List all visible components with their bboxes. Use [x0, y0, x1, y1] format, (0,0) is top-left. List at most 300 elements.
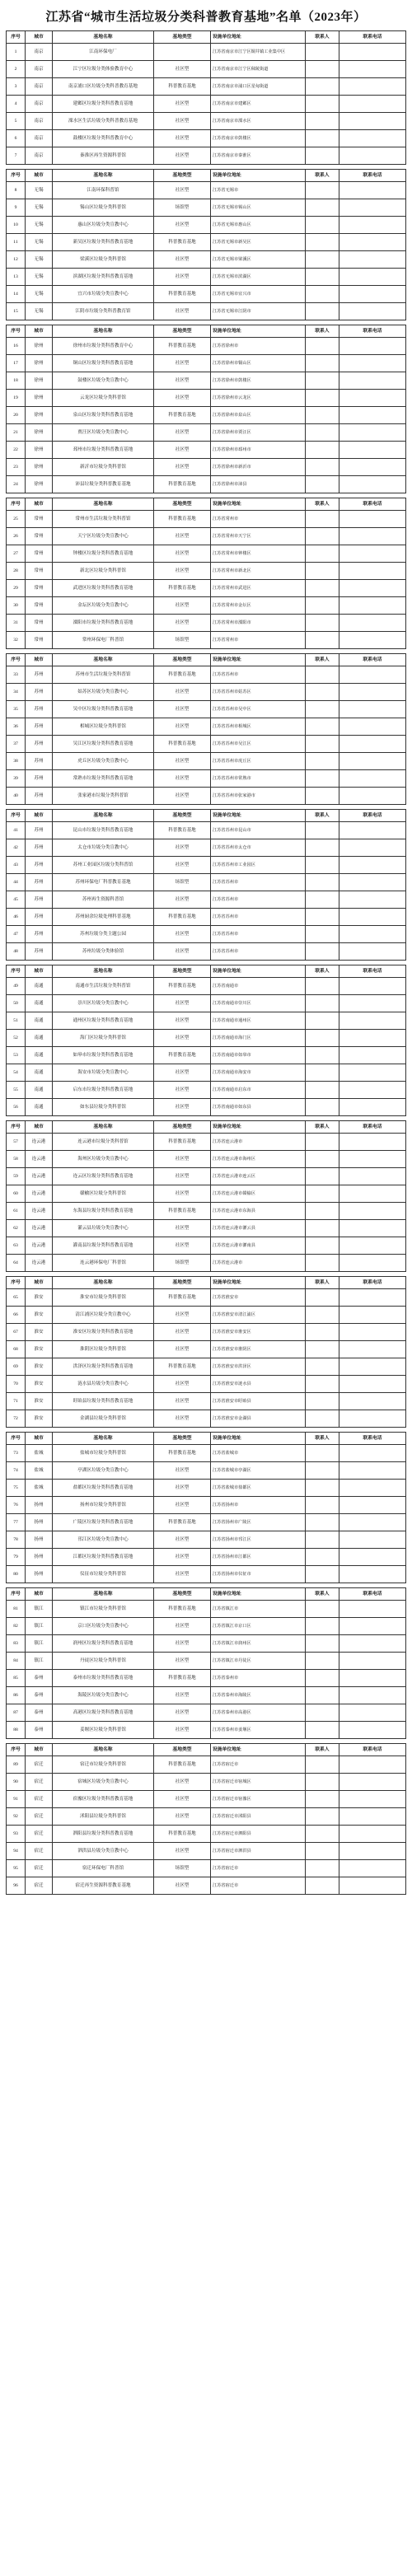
- city-cell: 连云港: [26, 1168, 53, 1185]
- base-name-cell: 宿迁市垃圾分类科普馆: [53, 1756, 154, 1774]
- city-cell: 淮安: [26, 1358, 53, 1376]
- column-header: 序号: [7, 654, 26, 666]
- city-cell: 扬州: [26, 1514, 53, 1531]
- contact-cell: [306, 684, 339, 701]
- phone-cell: [339, 1462, 406, 1480]
- phone-cell: [339, 1635, 406, 1653]
- base-type-cell: 社区型: [154, 1376, 211, 1393]
- base-name-cell: 沭阳县垃圾分类科普馆: [53, 1808, 154, 1826]
- address-cell: 江苏省泰州市高港区: [211, 1704, 306, 1722]
- base-type-cell: 社区型: [154, 1549, 211, 1566]
- address-cell: 江苏省徐州市铜山区: [211, 355, 306, 372]
- row-number: 22: [7, 442, 26, 459]
- column-header: 联系人: [306, 1433, 339, 1445]
- base-type-cell: 社区型: [154, 1410, 211, 1428]
- row-number: 65: [7, 1289, 26, 1307]
- column-header: 联系人: [306, 31, 339, 44]
- row-number: 80: [7, 1566, 26, 1583]
- address-cell: 江苏省宿迁市沭阳县: [211, 1808, 306, 1826]
- table-row: [7, 442, 406, 459]
- address-cell: 江苏省南通市海门区: [211, 1030, 306, 1047]
- city-cell: 南京: [26, 113, 53, 130]
- base-type-cell: 社区型: [154, 1722, 211, 1739]
- row-number: 69: [7, 1358, 26, 1376]
- phone-cell: [339, 563, 406, 580]
- address-cell: 江苏省宿迁市泗洪县: [211, 1843, 306, 1860]
- table-row: [7, 1687, 406, 1704]
- contact-cell: [306, 978, 339, 995]
- contact-cell: [306, 1064, 339, 1082]
- row-number: 75: [7, 1480, 26, 1497]
- table-row: [7, 424, 406, 442]
- city-cell: 连云港: [26, 1237, 53, 1255]
- contact-cell: [306, 1722, 339, 1739]
- base-type-cell: 社区型: [154, 1064, 211, 1082]
- base-name-cell: 溧水区生活垃圾分类科普教育基地: [53, 113, 154, 130]
- city-cell: 苏州: [26, 891, 53, 909]
- address-cell: 江苏省南通市海安市: [211, 1064, 306, 1082]
- address-cell: 江苏省连云港市灌云县: [211, 1220, 306, 1237]
- base-type-cell: 科普教育基地: [154, 909, 211, 926]
- row-number: 39: [7, 770, 26, 788]
- base-type-cell: 社区型: [154, 597, 211, 615]
- city-cell: 盐城: [26, 1462, 53, 1480]
- contact-cell: [306, 528, 339, 545]
- base-name-cell: 淮安市垃圾分类科普馆: [53, 1289, 154, 1307]
- contact-cell: [306, 1047, 339, 1064]
- column-header: 基地名称: [53, 654, 154, 666]
- table-row: [7, 615, 406, 632]
- city-cell: 宿迁: [26, 1860, 53, 1877]
- contact-cell: [306, 1237, 339, 1255]
- column-header: 基地类型: [154, 965, 211, 978]
- city-cell: 南京: [26, 130, 53, 147]
- base-name-cell: 泗洪县垃圾分类宣教中心: [53, 1843, 154, 1860]
- address-cell: 江苏省宿迁市宿豫区: [211, 1791, 306, 1808]
- contact-cell: [306, 1203, 339, 1220]
- address-cell: 江苏省泰州市海陵区: [211, 1687, 306, 1704]
- base-type-cell: 社区型: [154, 217, 211, 234]
- base-name-cell: 泰州市垃圾分类科普教育基地: [53, 1670, 154, 1687]
- row-number: 30: [7, 597, 26, 615]
- address-cell: 江苏省徐州市贾汪区: [211, 424, 306, 442]
- row-number: 12: [7, 251, 26, 269]
- base-type-cell: 社区型: [154, 390, 211, 407]
- base-name-cell: 常熟市垃圾分类科普教育基地: [53, 770, 154, 788]
- document-title: 江苏省“城市生活垃圾分类科普教育基地”名单（2023年）: [45, 11, 367, 24]
- city-cell: 苏州: [26, 736, 53, 753]
- city-cell: 宿迁: [26, 1791, 53, 1808]
- base-name-cell: 丹徒区垃圾分类科普馆: [53, 1653, 154, 1670]
- row-number: 78: [7, 1531, 26, 1549]
- table-row: [7, 1722, 406, 1739]
- row-number: 57: [7, 1134, 26, 1151]
- table-row: [7, 182, 406, 199]
- base-type-cell: 场馆型: [154, 1255, 211, 1272]
- column-header: 序号: [7, 965, 26, 978]
- base-name-cell: 新吴区垃圾分类科普教育基地: [53, 234, 154, 251]
- phone-cell: [339, 1514, 406, 1531]
- table-header-row: [7, 1744, 406, 1756]
- city-cell: 南通: [26, 995, 53, 1012]
- phone-cell: [339, 1722, 406, 1739]
- contact-cell: [306, 113, 339, 130]
- phone-cell: [339, 597, 406, 615]
- base-name-cell: 润州区垃圾分类科普教育基地: [53, 1635, 154, 1653]
- table-row: [7, 1082, 406, 1099]
- row-number: 48: [7, 943, 26, 961]
- column-header: 设施单位地址: [211, 1744, 306, 1756]
- table-row: [7, 857, 406, 874]
- row-number: 13: [7, 269, 26, 286]
- phone-cell: [339, 1826, 406, 1843]
- table-row: [7, 476, 406, 493]
- city-cell: 徐州: [26, 355, 53, 372]
- phone-cell: [339, 580, 406, 597]
- address-cell: 江苏省盐城市: [211, 1445, 306, 1462]
- base-type-cell: 社区型: [154, 1877, 211, 1895]
- column-header: 设施单位地址: [211, 1121, 306, 1134]
- base-type-cell: 社区型: [154, 1341, 211, 1358]
- city-cell: 南京: [26, 61, 53, 78]
- table-header-row: [7, 1277, 406, 1289]
- phone-cell: [339, 1064, 406, 1082]
- contact-cell: [306, 372, 339, 390]
- base-type-cell: 科普教育基地: [154, 1826, 211, 1843]
- contact-cell: [306, 891, 339, 909]
- base-type-cell: 社区型: [154, 1480, 211, 1497]
- contact-cell: [306, 1410, 339, 1428]
- list-table: [6, 1743, 406, 1895]
- column-header: 城市: [26, 1744, 53, 1756]
- base-name-cell: 吴中区垃圾分类科普教育基地: [53, 701, 154, 718]
- row-number: 26: [7, 528, 26, 545]
- contact-cell: [306, 874, 339, 891]
- row-number: 35: [7, 701, 26, 718]
- city-cell: 无锡: [26, 182, 53, 199]
- address-cell: 江苏省连云港市海州区: [211, 1151, 306, 1168]
- address-cell: 江苏省南通市如皋市: [211, 1047, 306, 1064]
- column-header: 设施单位地址: [211, 170, 306, 182]
- column-header: 联系电话: [339, 325, 406, 338]
- row-number: 17: [7, 355, 26, 372]
- phone-cell: [339, 113, 406, 130]
- base-type-cell: 社区型: [154, 995, 211, 1012]
- contact-cell: [306, 770, 339, 788]
- base-name-cell: 虎丘区垃圾分类宣教中心: [53, 753, 154, 770]
- base-name-cell: 秦淮区再生资源科普馆: [53, 147, 154, 165]
- base-name-cell: 苏州厨余垃圾处理科普基地: [53, 909, 154, 926]
- base-name-cell: 盐都区垃圾分类科普教育基地: [53, 1480, 154, 1497]
- row-number: 9: [7, 199, 26, 217]
- city-cell: 泰州: [26, 1722, 53, 1739]
- table-row: [7, 1151, 406, 1168]
- base-name-cell: 江阴市垃圾分类科普教育馆: [53, 303, 154, 320]
- column-header: 城市: [26, 325, 53, 338]
- city-cell: 宿迁: [26, 1808, 53, 1826]
- phone-cell: [339, 1376, 406, 1393]
- contact-cell: [306, 234, 339, 251]
- column-header: 设施单位地址: [211, 654, 306, 666]
- city-cell: 常州: [26, 615, 53, 632]
- base-type-cell: 场馆型: [154, 632, 211, 649]
- base-type-cell: 科普教育基地: [154, 978, 211, 995]
- row-number: 52: [7, 1030, 26, 1047]
- address-cell: 江苏省南通市崇川区: [211, 995, 306, 1012]
- contact-cell: [306, 1030, 339, 1047]
- table-row: [7, 78, 406, 96]
- table-row: [7, 580, 406, 597]
- column-header: 基地类型: [154, 498, 211, 511]
- phone-cell: [339, 390, 406, 407]
- base-name-cell: 仪征市垃圾分类科普馆: [53, 1566, 154, 1583]
- list-table: [6, 30, 406, 165]
- contact-cell: [306, 1445, 339, 1462]
- phone-cell: [339, 1756, 406, 1774]
- base-type-cell: 科普教育基地: [154, 822, 211, 839]
- phone-cell: [339, 147, 406, 165]
- column-header: 序号: [7, 1121, 26, 1134]
- base-name-cell: 吴江区垃圾分类科普教育基地: [53, 736, 154, 753]
- contact-cell: [306, 1808, 339, 1826]
- table-row: [7, 1791, 406, 1808]
- phone-cell: [339, 891, 406, 909]
- city-cell: 苏州: [26, 874, 53, 891]
- base-type-cell: 社区型: [154, 1808, 211, 1826]
- table-header-row: [7, 31, 406, 44]
- contact-cell: [306, 1791, 339, 1808]
- contact-cell: [306, 1653, 339, 1670]
- table-row: [7, 372, 406, 390]
- row-number: 71: [7, 1393, 26, 1410]
- city-cell: 淮安: [26, 1307, 53, 1324]
- city-cell: 泰州: [26, 1704, 53, 1722]
- address-cell: 江苏省无锡市江阴市: [211, 303, 306, 320]
- contact-cell: [306, 303, 339, 320]
- address-cell: 江苏省苏州市: [211, 874, 306, 891]
- address-cell: 江苏省常州市金坛区: [211, 597, 306, 615]
- row-number: 5: [7, 113, 26, 130]
- base-name-cell: 宜兴市垃圾分类宣教中心: [53, 286, 154, 303]
- table-row: [7, 666, 406, 684]
- city-cell: 镇江: [26, 1635, 53, 1653]
- base-type-cell: 社区型: [154, 1030, 211, 1047]
- base-type-cell: 社区型: [154, 1843, 211, 1860]
- table-row: [7, 286, 406, 303]
- base-type-cell: 社区型: [154, 61, 211, 78]
- table-header-row: [7, 965, 406, 978]
- column-header: 联系电话: [339, 1433, 406, 1445]
- base-name-cell: 宿迁环保电厂科普馆: [53, 1860, 154, 1877]
- column-header: 城市: [26, 1433, 53, 1445]
- table-row: [7, 1047, 406, 1064]
- contact-cell: [306, 1012, 339, 1030]
- table-row: [7, 269, 406, 286]
- contact-cell: [306, 1670, 339, 1687]
- row-number: 40: [7, 788, 26, 805]
- contact-cell: [306, 130, 339, 147]
- contact-cell: [306, 753, 339, 770]
- contact-cell: [306, 1341, 339, 1358]
- table-row: [7, 1393, 406, 1410]
- phone-cell: [339, 701, 406, 718]
- list-table: [6, 1120, 406, 1272]
- base-name-cell: 钟楼区垃圾分类科普教育基地: [53, 545, 154, 563]
- base-type-cell: 社区型: [154, 459, 211, 476]
- column-header: 基地名称: [53, 325, 154, 338]
- address-cell: 江苏省淮安市洪泽区: [211, 1358, 306, 1376]
- base-type-cell: 社区型: [154, 718, 211, 736]
- row-number: 87: [7, 1704, 26, 1722]
- city-cell: 常州: [26, 597, 53, 615]
- base-type-cell: 社区型: [154, 182, 211, 199]
- phone-cell: [339, 1255, 406, 1272]
- address-cell: 江苏省镇江市: [211, 1601, 306, 1618]
- table-row: [7, 1307, 406, 1324]
- address-cell: 江苏省苏州市吴中区: [211, 701, 306, 718]
- address-cell: 江苏省苏州市: [211, 943, 306, 961]
- address-cell: 江苏省镇江市润州区: [211, 1635, 306, 1653]
- contact-cell: [306, 355, 339, 372]
- contact-cell: [306, 511, 339, 528]
- city-cell: 苏州: [26, 926, 53, 943]
- contact-cell: [306, 995, 339, 1012]
- table-row: [7, 822, 406, 839]
- column-header: 基地名称: [53, 965, 154, 978]
- contact-cell: [306, 857, 339, 874]
- table-row: [7, 234, 406, 251]
- phone-cell: [339, 459, 406, 476]
- phone-cell: [339, 217, 406, 234]
- phone-cell: [339, 269, 406, 286]
- column-header: 基地类型: [154, 1433, 211, 1445]
- address-cell: 江苏省南京市溧水区: [211, 113, 306, 130]
- phone-cell: [339, 1012, 406, 1030]
- base-type-cell: 社区型: [154, 528, 211, 545]
- table-row: [7, 874, 406, 891]
- base-name-cell: 京口区垃圾分类宣教中心: [53, 1618, 154, 1635]
- base-type-cell: 科普教育基地: [154, 1756, 211, 1774]
- column-header: 基地名称: [53, 31, 154, 44]
- table-row: [7, 1237, 406, 1255]
- row-number: 63: [7, 1237, 26, 1255]
- table-row: [7, 147, 406, 165]
- row-number: 8: [7, 182, 26, 199]
- table-row: [7, 909, 406, 926]
- row-number: 56: [7, 1099, 26, 1116]
- column-header: 序号: [7, 170, 26, 182]
- row-number: 96: [7, 1877, 26, 1895]
- table-row: [7, 96, 406, 113]
- city-cell: 淮安: [26, 1376, 53, 1393]
- phone-cell: [339, 995, 406, 1012]
- row-number: 94: [7, 1843, 26, 1860]
- contact-cell: [306, 1860, 339, 1877]
- column-header: 基地名称: [53, 170, 154, 182]
- contact-cell: [306, 1618, 339, 1635]
- phone-cell: [339, 666, 406, 684]
- base-name-cell: 苏州环保电厂科普教育基地: [53, 874, 154, 891]
- phone-cell: [339, 355, 406, 372]
- address-cell: 江苏省宿迁市泗阳县: [211, 1826, 306, 1843]
- column-header: 序号: [7, 325, 26, 338]
- phone-cell: [339, 545, 406, 563]
- base-name-cell: 如东县垃圾分类科普馆: [53, 1099, 154, 1116]
- base-name-cell: 高港区垃圾分类科普教育基地: [53, 1704, 154, 1722]
- table-row: [7, 995, 406, 1012]
- contact-cell: [306, 61, 339, 78]
- base-name-cell: 洪泽区垃圾分类科普教育基地: [53, 1358, 154, 1376]
- contact-cell: [306, 1843, 339, 1860]
- phone-cell: [339, 770, 406, 788]
- table-row: [7, 788, 406, 805]
- base-name-cell: 东海县垃圾分类科普教育基地: [53, 1203, 154, 1220]
- city-cell: 南通: [26, 1064, 53, 1082]
- base-type-cell: 场馆型: [154, 874, 211, 891]
- city-cell: 无锡: [26, 286, 53, 303]
- base-type-cell: 社区型: [154, 1618, 211, 1635]
- address-cell: 江苏省连云港市赣榆区: [211, 1185, 306, 1203]
- phone-cell: [339, 96, 406, 113]
- base-name-cell: 铜山区垃圾分类科普教育基地: [53, 355, 154, 372]
- address-cell: 江苏省淮安市清江浦区: [211, 1307, 306, 1324]
- row-number: 6: [7, 130, 26, 147]
- column-header: 基地名称: [53, 1433, 154, 1445]
- base-name-cell: 淮安区垃圾分类科普教育基地: [53, 1324, 154, 1341]
- city-cell: 南通: [26, 978, 53, 995]
- address-cell: 江苏省无锡市滨湖区: [211, 269, 306, 286]
- table-row: [7, 1376, 406, 1393]
- city-cell: 扬州: [26, 1549, 53, 1566]
- address-cell: 江苏省常州市新北区: [211, 563, 306, 580]
- column-header: 设施单位地址: [211, 325, 306, 338]
- table-row: [7, 1134, 406, 1151]
- base-type-cell: 科普教育基地: [154, 234, 211, 251]
- phone-cell: [339, 286, 406, 303]
- city-cell: 徐州: [26, 372, 53, 390]
- city-cell: 宿迁: [26, 1877, 53, 1895]
- row-number: 3: [7, 78, 26, 96]
- phone-cell: [339, 1704, 406, 1722]
- phone-cell: [339, 1220, 406, 1237]
- address-cell: 江苏省连云港市: [211, 1255, 306, 1272]
- row-number: 83: [7, 1635, 26, 1653]
- table-row: [7, 251, 406, 269]
- phone-cell: [339, 528, 406, 545]
- column-header: 城市: [26, 1121, 53, 1134]
- address-cell: 江苏省无锡市惠山区: [211, 217, 306, 234]
- contact-cell: [306, 390, 339, 407]
- column-header: 联系电话: [339, 1588, 406, 1601]
- base-name-cell: 海门区垃圾分类科普馆: [53, 1030, 154, 1047]
- city-cell: 南通: [26, 1047, 53, 1064]
- contact-cell: [306, 1324, 339, 1341]
- row-number: 70: [7, 1376, 26, 1393]
- city-cell: 连云港: [26, 1255, 53, 1272]
- phone-cell: [339, 1289, 406, 1307]
- address-cell: 江苏省镇江市丹徒区: [211, 1653, 306, 1670]
- row-number: 82: [7, 1618, 26, 1635]
- table-row: [7, 44, 406, 61]
- phone-cell: [339, 1791, 406, 1808]
- phone-cell: [339, 1687, 406, 1704]
- base-type-cell: 社区型: [154, 701, 211, 718]
- contact-cell: [306, 251, 339, 269]
- table-row: [7, 303, 406, 320]
- address-cell: 江苏省淮安市盱眙县: [211, 1393, 306, 1410]
- row-number: 91: [7, 1791, 26, 1808]
- table-row: [7, 1566, 406, 1583]
